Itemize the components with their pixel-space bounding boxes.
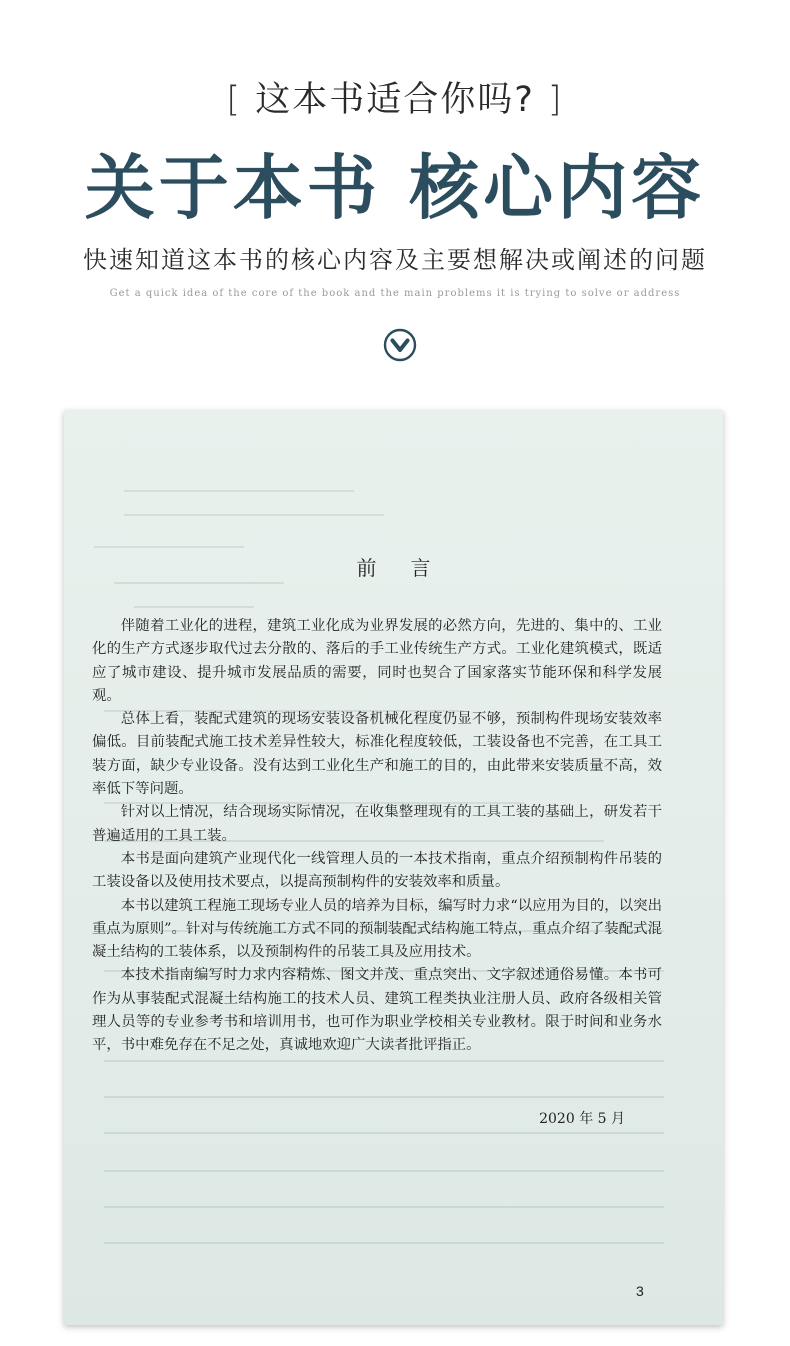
page-number: 3	[636, 1283, 644, 1299]
paragraph: 本书以建筑工程施工现场专业人员的培养为目标，编写时力求“以应用为目的，以突出重点为原则”。针对与传统施工方式不同的预制装配式结构施工特点，重点介绍了装配式混凝土结构的工装体系，以及预制构件的吊装工具及应用技术。	[92, 897, 662, 961]
paragraph: 本书是面向建筑产业现代化一线管理人员的一本技术指南，重点介绍预制构件吊装的工装设备以及使用技术要点，以提高预制构件的安装效率和质量。	[92, 850, 662, 891]
paragraph: 本技术指南编写时力求内容精炼、图文并茂、重点突出、文字叙述通俗易懂。本书可作为从事装配式混凝土结构施工的技术人员、建筑工程类执业注册人员、政府各级相关管理人员等的专业参考书和培训用书，也可作为职业学校相关专业教材。限于时间和业务水平，书中难免存在不足之处，真诚地欢迎广大读者批评指正。	[92, 967, 662, 1054]
preface-body	[92, 615, 662, 1058]
preface-date: 2020 年 5 月	[539, 1111, 625, 1127]
kicker-text: 这本书适合你吗?	[255, 80, 535, 120]
bracket-right: ]	[547, 80, 564, 120]
subtitle-english: Get a quick idea of the core of the book and the main problems it is trying to solve or address	[109, 288, 681, 299]
book-page	[64, 410, 723, 1325]
paragraph: 针对以上情况，结合现场实际情况，在收集整理现有的工具工装的基础上，研发若干普遍适用的工具工装。	[92, 804, 662, 844]
bracket-left: [	[226, 80, 243, 120]
kicker-line	[0, 78, 790, 122]
paragraph: 总体上看，装配式建筑的现场安装设备机械化程度仍显不够，预制构件现场安装效率偏低。目前装配式施工技术差异性较大，标准化程度较低，工装设备也不完善，在工具工装方面，缺少专业设备。没有达到工业化生产和施工的目的，由此带来安装质量不高，效率低下等问题。	[92, 711, 662, 798]
preface-title: 前言	[356, 556, 465, 580]
chevron-down-circle-icon	[383, 328, 417, 362]
headline: 关于本书 核心内容	[84, 146, 706, 229]
subtitle: 快速知道这本书的核心内容及主要想解决或阐述的问题	[83, 246, 707, 274]
paragraph: 伴随着工业化的进程，建筑工业化成为业界发展的必然方向，先进的、集中的、工业化的生产方式逐步取代过去分散的、落后的手工业传统生产方式。工业化建筑模式，既适应了城市建设、提升城市发展品质的需要，同时也契合了国家落实节能环保和科学发展观。	[92, 618, 662, 704]
